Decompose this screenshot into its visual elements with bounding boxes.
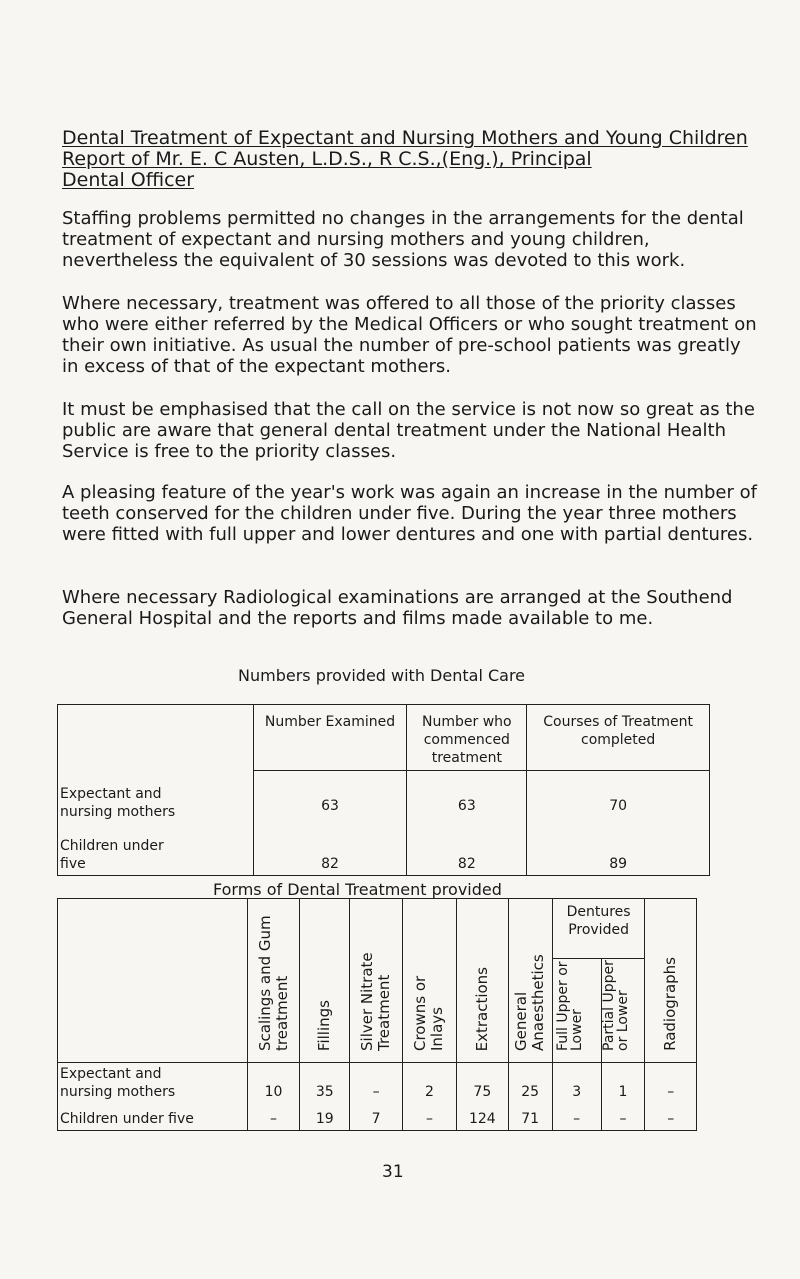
- cell-completed-mothers: 70: [527, 771, 710, 823]
- paragraph-priority-classes: Where necessary, treatment was offered to all those of the priority classes who were either referred by the Medical Officers or who sought treatment on their own initiative. As usual the number of pre-school patients was greatly in excess of that of the expectant mothers.: [62, 293, 757, 377]
- cell-scalings-children: –: [247, 1103, 300, 1131]
- header-partial-dentures: Partial Upper or Lower: [601, 959, 645, 1063]
- paragraph-radiological: Where necessary Radiological examinations are arranged at the Southend General Hospital and the reports and films made available to me.: [62, 587, 733, 629]
- header-crowns: Crowns or Inlays: [402, 899, 456, 1063]
- table1-corner-cell: [58, 705, 254, 771]
- paragraph-service-demand: It must be emphasised that the call on the service is not now so great as the public are aware that general dental treatment under the National Health Service is free to the priority classes.: [62, 399, 755, 462]
- row-label-expectant: Expectant and nursing mothers: [58, 1063, 248, 1103]
- header-courses-completed: Courses of Treatment completed: [527, 705, 710, 771]
- treatment-forms-table: [57, 898, 697, 1131]
- table2-caption: Forms of Dental Treatment provided: [213, 880, 502, 899]
- header-extractions: Extractions: [457, 899, 508, 1063]
- dental-care-table: [57, 704, 710, 876]
- table-row: [58, 1103, 697, 1131]
- table-row: [58, 771, 710, 823]
- cell-fillings-mothers: 35: [300, 1063, 350, 1103]
- cell-crowns-mothers: 2: [402, 1063, 456, 1103]
- header-radiographs: Radiographs: [645, 899, 697, 1063]
- row-label-expectant: Expectant and nursing mothers: [58, 771, 254, 823]
- row-label-children: Children under five: [58, 1103, 248, 1131]
- cell-radiographs-children: –: [645, 1103, 697, 1131]
- cell-partial-mothers: 1: [601, 1063, 645, 1103]
- cell-fillings-children: 19: [300, 1103, 350, 1131]
- cell-commenced-mothers: 63: [407, 771, 527, 823]
- paragraph-pleasing-feature: A pleasing feature of the year's work was again an increase in the number of teeth conserved for the children under five. During the year three mothers were fitted with full upper and lower dentures and one with partial dentures.: [62, 482, 757, 545]
- cell-extractions-children: 124: [457, 1103, 508, 1131]
- heading-line-1: Dental Treatment of Expectant and Nursing Mothers and Young Children: [62, 127, 748, 149]
- cell-extractions-mothers: 75: [457, 1063, 508, 1103]
- header-number-commenced: Number who commenced treatment: [407, 705, 527, 771]
- header-scalings: Scalings and Gum treatment: [247, 899, 300, 1063]
- row-label-children: Children under five: [58, 823, 254, 876]
- cell-partial-children: –: [601, 1103, 645, 1131]
- heading-line-2: Report of Mr. E. C Austen, L.D.S., R C.S.,(Eng.), Principal: [62, 148, 592, 170]
- cell-commenced-children: 82: [407, 823, 527, 876]
- header-fillings: Fillings: [300, 899, 350, 1063]
- cell-full-children: –: [552, 1103, 601, 1131]
- page-number: 31: [382, 1162, 404, 1182]
- cell-crowns-children: –: [402, 1103, 456, 1131]
- cell-radiographs-mothers: –: [645, 1063, 697, 1103]
- paragraph-staffing: Staffing problems permitted no changes in the arrangements for the dental treatment of expectant and nursing mothers and young children, nevertheless the equivalent of 30 sessions was devoted to this work.: [62, 208, 744, 271]
- cell-silver-children: 7: [350, 1103, 403, 1131]
- table2-corner-cell: [58, 899, 248, 1063]
- header-full-dentures: Full Upper or Lower: [552, 959, 601, 1063]
- cell-full-mothers: 3: [552, 1063, 601, 1103]
- header-anaesthetics: General Anaesthetics: [508, 899, 552, 1063]
- heading-line-3: Dental Officer: [62, 169, 195, 191]
- section-heading: [62, 128, 762, 191]
- header-dentures-provided: Dentures Provided: [552, 899, 645, 959]
- cell-completed-children: 89: [527, 823, 710, 876]
- cell-examined-children: 82: [253, 823, 407, 876]
- table-row: [58, 1063, 697, 1103]
- cell-anaesthetics-mothers: 25: [508, 1063, 552, 1103]
- header-silver-nitrate: Silver Nitrate Treatment: [350, 899, 403, 1063]
- cell-examined-mothers: 63: [253, 771, 407, 823]
- cell-silver-mothers: –: [350, 1063, 403, 1103]
- header-number-examined: Number Examined: [253, 705, 407, 771]
- table-row: [58, 823, 710, 876]
- cell-anaesthetics-children: 71: [508, 1103, 552, 1131]
- cell-scalings-mothers: 10: [247, 1063, 300, 1103]
- table1-caption: Numbers provided with Dental Care: [238, 666, 526, 685]
